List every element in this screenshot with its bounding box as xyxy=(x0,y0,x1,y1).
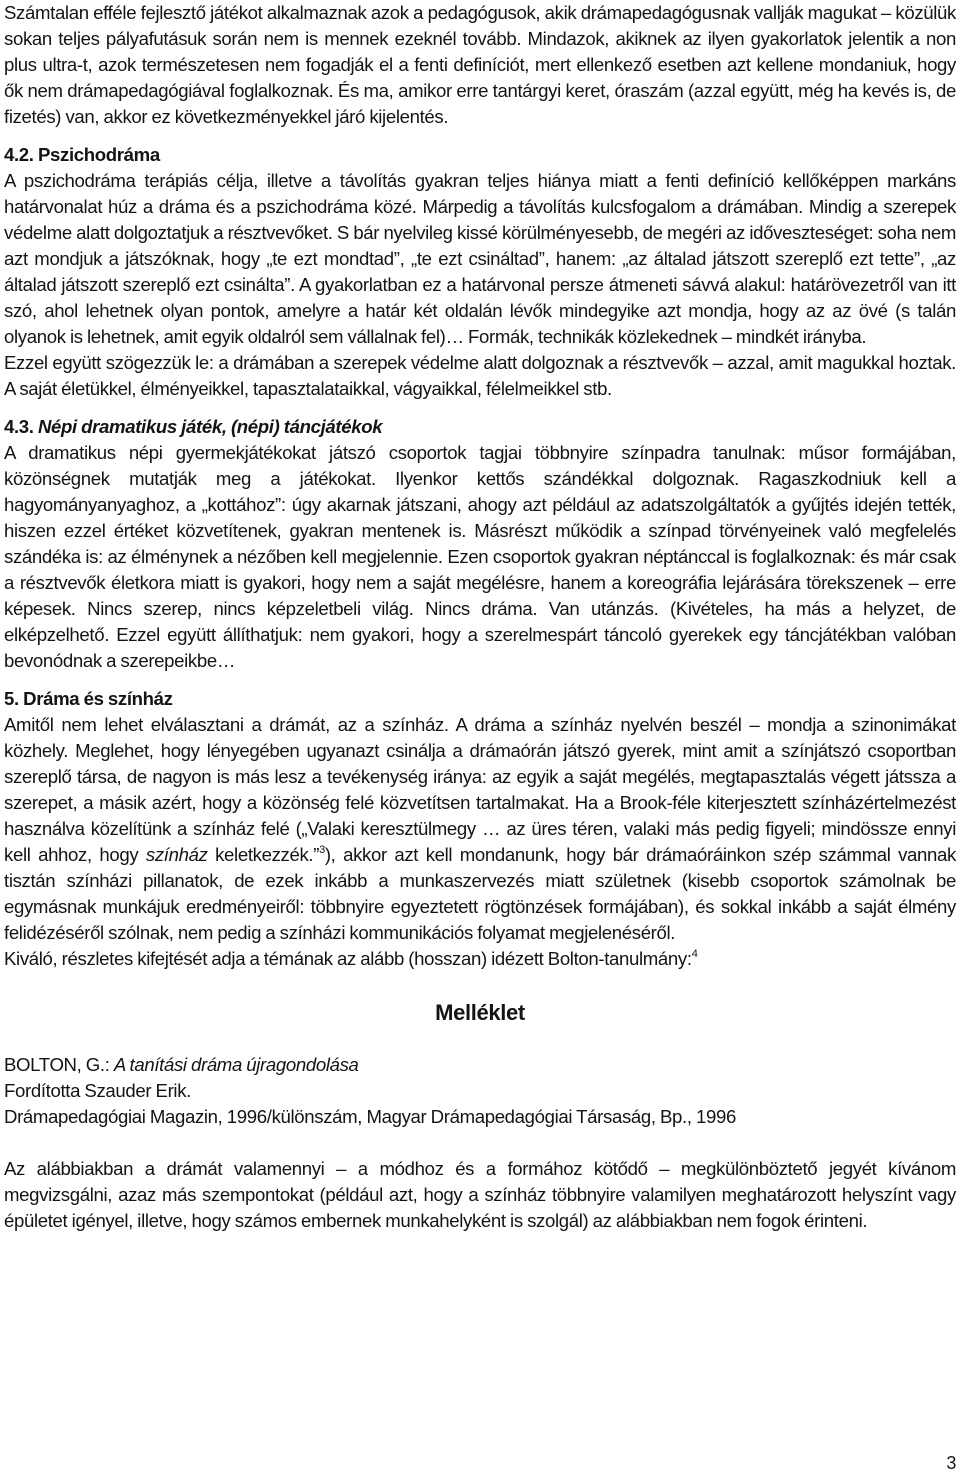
section-5-text-c: ), akkor azt kell mondanunk, hogy bár drámaóráinkon szép számmal vannak tisztán színházi pillanatok, de ezek inkább a munkaszervezés miatt születnek (kisebb csoportok számolnak be egymásnak munkájuk eredményeiről: többnyire egyeztetett rögtönzések formájában), és sokkal inkább a saját élmény felidézéséről szólnak, nem pedig a színházi kommunikációs folyamat megjelenéséről. xyxy=(4,844,956,943)
section-number: 4.2. xyxy=(4,144,34,165)
citation-author-title xyxy=(4,1052,956,1078)
page-content xyxy=(4,0,956,1234)
section-title: Népi dramatikus játék, (népi) táncjátékok xyxy=(37,416,383,437)
section-4-2-paragraph-2: Ezzel együtt szögezzük le: a drámában a szerepek védelme alatt dolgoznak a résztvevők – azzal, amit magukkal hoztak. A saját életükkel, élményeikkel, tapasztalataikkal, vágyaikkal, félelmeikkel stb. xyxy=(4,352,956,399)
section-4-3-paragraph-1: A dramatikus népi gyermekjátékokat játszó csoportok tagjai többnyire színpadra tanulnak: műsor formájában, közönségnek mutatják meg a játékokat. Ilyenkor kettős szándékkal dolgoznak. Ragaszkodniuk kell a hagyományanyaghoz, a „kottához”: úgy akarnak játszani, ahogy azt például az adatszolgáltatók a gyűjtés idején tették, hiszen ezzel értéket közvetítenek, gyakran mentenek is. Másrészt működik a színpad törvényeinek való megfelelés szándéka is: az élménynek a nézőben kell megjelennie. Ezen csoportok gyakran néptánccal is foglalkoznak: és már csak a résztvevők életkora miatt is gyakori, hogy nem a saját megélésre, hanem a koreográfia lejárására törekszenek – erre képesek. Nincs szerep, nincs képzeletbeli világ. Nincs dráma. Van utánzás. (Kivételes, ha más a helyzet, de elképzelhető. Ezzel együtt állíthatjuk: nem gyakori, hogy a szerelmespárt táncoló gyerekek egy táncjátékban valóban bevonódnak a szerepeikbe… xyxy=(4,442,956,671)
section-4-2-paragraph-1: A pszichodráma terápiás célja, illetve a távolítás gyakran teljes hiánya miatt a fenti definíció kellőképpen markáns határvonalat húz a dráma és a pszichodráma közé. Márpedig a távolítás kulcsfogalom a drámában. Mindig a szerepek védelme alatt dolgoztatjuk a résztvevőket. S bár nyelvileg kissé körülményesebb, de megéri az időveszteséget: soha nem azt mondjuk a játszóknak, hogy „te ezt mondtad”, „te ezt csináltad”, hanem: „az általad játszott szereplő ezt tette”, „az általad játszott szereplő ezt csinálta”. A gyakorlatban ez a határvonal persze átmeneti sávvá alakul: határövezetről van itt szó, ahol lehetnek olyan pontok, amelyre a határ két oldalán lévők mindegyike azt mondja, hogy az az övé (s talán olyanok is lehetnek, amit egyik oldalról sem vállalnak fel)… Formák, technikák közlekednek – mindkét irányba. xyxy=(4,170,956,347)
section-number: 4.3. xyxy=(4,416,34,437)
section-5-paragraph-2 xyxy=(4,946,956,972)
section-5-text-a: Amitől nem lehet elválasztani a drámát, az a színház. A dráma a színház nyelvén beszél – mondja a szinonimákat közhely. Meglehet, hogy lényegében ugyanazt csinálja a drámaórán játszó gyerek, mint amit a színjátszó csoportban szereplő társa, de nagyon is más lesz a tevékenység iránya: az egyik a saját megélés, megtapasztalás végett játssza a szerepet, a másik azért, hogy a közönség felé közvetítsen tartalmakat. Ha a Brook-féle kiterjesztett színházértelmezést használva közelítünk a színház felé („Valaki keresztülmegy … az üres téren, valaki más pedig figyeli; mindössze ennyi kell ahhoz, hogy xyxy=(4,714,956,865)
citation-author: BOLTON, G.: xyxy=(4,1054,114,1075)
section-heading-5 xyxy=(4,686,956,712)
citation-translator: Fordította Szauder Erik. xyxy=(4,1080,191,1101)
footnote-ref-4[interactable]: 4 xyxy=(691,948,698,960)
citation-title: A tanítási dráma újragondolása xyxy=(113,1054,359,1075)
intro-text-2: És ma, amikor erre tantárgyi keret, óraszám (azzal együtt, még ha kevés is, de fizetés) van, akkor ez következményekkel járó kijelentés. xyxy=(4,80,957,127)
section-title: Dráma és színház xyxy=(23,688,173,709)
section-5-paragraph-1 xyxy=(4,712,956,946)
footnote-ref-3[interactable]: 3 xyxy=(319,844,325,856)
section-5-text-b: keletkezzék.” xyxy=(207,844,320,865)
section-5-text-d: Kiváló, részletes kifejtését adja a témának az alább (hosszan) idézett Bolton-tanulmány: xyxy=(4,948,692,969)
section-heading-4-3 xyxy=(4,414,956,440)
intro-text-1: Számtalan efféle fejlesztő játékot alkalmaznak azok a pedagógusok, akik drámapedagógusnak vallják magukat – közülük sokan teljes pályafutásuk során nem is mennek ezeknél tovább. Mindazok, akiknek az ilyen gyakorlatok jelentik a non plus ultra-t, azok természetesen nem fogadják el a fenti definíciót, mert ellenkező esetben azt kellene mondaniuk, hogy ők nem drámapedagógiával foglalkoznak. xyxy=(4,2,956,101)
page-number: 3 xyxy=(946,1453,956,1473)
appendix-body-paragraph: Az alábbiakban a drámát valamennyi – a módhoz és a formához kötődő – megkülönböztető jegyét kívánom megvizsgálni, azaz más szempontokat (például azt, hogy a színház többnyire valamilyen meghatározott helyszínt vagy épületet igényel, illetve, hogy számos embernek munkahelyként is szolgál) az alábbiakban nem fogok érinteni. xyxy=(4,1158,956,1231)
section-number: 5. xyxy=(4,688,19,709)
citation-source: Drámapedagógiai Magazin, 1996/különszám, Magyar Drámapedagógiai Társaság, Bp., 1996 xyxy=(4,1106,736,1127)
intro-paragraph xyxy=(4,0,956,130)
section-title: Pszichodráma xyxy=(37,144,160,165)
appendix-heading: Melléklet xyxy=(435,1000,525,1025)
italic-term: színház xyxy=(145,844,208,865)
section-heading-4-2 xyxy=(4,142,956,168)
